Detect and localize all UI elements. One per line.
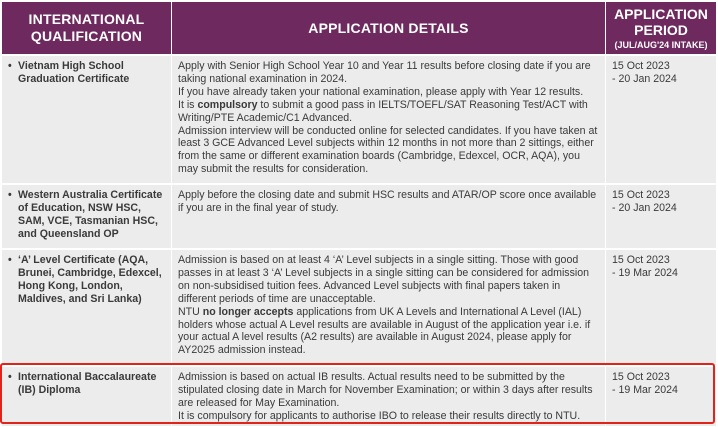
qualification-cell: • Vietnam High School Graduation Certificate <box>2 56 172 183</box>
bullet-icon: • <box>8 254 12 266</box>
period-cell: 15 Oct 2023 - 19 Mar 2024 <box>612 371 678 396</box>
table-row <box>2 183 716 248</box>
header-application-details: APPLICATION DETAILS <box>172 2 606 54</box>
details-cell: Admission is based on at least 4 ‘A’ Level subjects in a single sitting. Those with good passes in at least 3 ‘A’ Level subjects in a single sitting can be considered for admission on non-subsidised tuition fees. Advanced Level subjects with final papers taken in different periods of time are unacceptable. NTU no longer accepts applications from UK A Levels and International A Level (IAL) holders whose actual A Level results are available in August of the application year i.e. if your actual A level results (A2 results) are available in August 2024, please apply for AY2025 admission instead. <box>172 250 606 365</box>
bullet-icon: • <box>8 60 12 72</box>
admission-table <box>2 2 716 424</box>
details-cell: Apply with Senior High School Year 10 and Year 11 results before closing date if you are taking national examination in 2024. If you have already taken your national examination, please apply with Year 12 results. It is compulsory to submit a good pass in IELTS/TOEFL/SAT Reasoning Test/ACT with Writing/PTE Academic/C1 Advanced. Admission interview will be conducted online for selected candidates. If you have taken at least 3 GCE Advanced Level subjects within 12 months in not more than 2 sittings, either from the same or different examination boards (Cambridge, Edexcel, OCR, AQA), you may submit the results for consideration. <box>172 56 606 183</box>
qualification-cell: • ‘A’ Level Certificate (AQA, Brunei, Cambridge, Edexcel, Hong Kong, London, Maldives, and Sri Lanka) <box>2 250 172 365</box>
qualification-cell: • International Baccalaureate (IB) Diploma <box>2 367 172 427</box>
period-cell: 15 Oct 2023 - 20 Jan 2024 <box>612 60 677 85</box>
period-cell: 15 Oct 2023 - 20 Jan 2024 <box>612 189 677 214</box>
details-cell: Admission is based on actual IB results. Actual results need to be submitted by the stipulated closing date in March for November Examination; or within 3 days after results are released for May Examination. It is compulsory for applicants to authorise IBO to release their results directly to NTU. <box>172 367 606 427</box>
header-application-period: APPLICATION PERIOD (JUL/AUG'24 INTAKE) <box>614 5 708 50</box>
table-row-highlighted <box>2 365 716 426</box>
period-cell: 15 Oct 2023 - 19 Mar 2024 <box>612 254 678 279</box>
qualification-cell: • Western Australia Certificate of Education, NSW HSC, SAM, VCE, Tasmanian HSC, and Queensland OP <box>2 185 172 248</box>
bullet-icon: • <box>8 371 12 383</box>
details-cell: Apply before the closing date and submit HSC results and ATAR/OP score once available if you are in the final year of study. <box>172 185 606 248</box>
table-header <box>2 2 716 54</box>
header-qualification: INTERNATIONAL QUALIFICATION <box>2 2 172 54</box>
table-row <box>2 54 716 183</box>
table-row <box>2 248 716 365</box>
bullet-icon: • <box>8 189 12 201</box>
